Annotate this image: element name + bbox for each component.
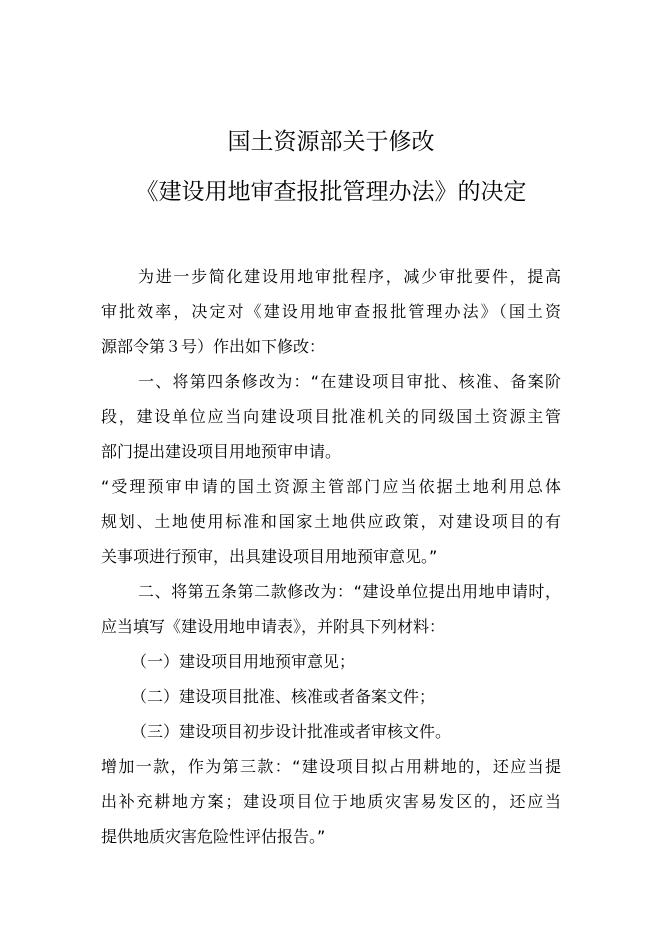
paragraph-2-line-3: 部门提出建设项目用地预审申请。 [101,442,342,461]
title-line-2: 《建设用地审查报批管理办法》的决定 [135,179,527,205]
title-line-1: 国土资源部关于修改 [227,129,435,155]
paragraph-3-line-3: 关事项进行预审，出具建设项目用地预审意见。” [101,547,438,566]
paragraph-6-line-3: 提供地质灾害危险性评估报告。” [101,827,326,846]
paragraph-6-line-1: 增加一款，作为第三款：“建设项目拟占用耕地的，还应当提 [101,757,561,776]
paragraph-4-line-2: 应当填写《建设用地申请表》，并附具下列材料： [101,617,446,636]
paragraph-1-line-3: 源部令第３号）作出如下修改： [101,337,326,356]
list-item-2: （二）建设项目批准、核准或者备案文件； [131,687,436,706]
paragraph-1-line-1: 为进一步简化建设用地审批程序，减少审批要件，提高 [138,267,561,286]
paragraph-2-line-2: 段，建设单位应当向建设项目批准机关的同级国土资源主管 [101,407,561,426]
paragraph-6-line-2: 出补充耕地方案；建设项目位于地质灾害易发区的，还应当 [101,792,561,811]
list-item-1: （一）建设项目用地预审意见； [131,652,356,671]
paragraph-3-line-2: 规划、土地使用标准和国家土地供应政策，对建设项目的有 [101,512,561,531]
list-item-3: （三）建设项目初步设计批准或者审核文件。 [131,722,452,741]
paragraph-4-line-1: 二、将第五条第二款修改为：“建设单位提出用地申请时， [138,582,561,601]
paragraph-1-line-2: 审批效率，决定对《建设用地审查报批管理办法》（国土资 [101,302,561,321]
paragraph-3-line-1: “受理预审申请的国土资源主管部门应当依据土地利用总体 [101,477,561,496]
paragraph-2-line-1: 一、将第四条修改为：“在建设项目审批、核准、备案阶 [138,372,561,391]
